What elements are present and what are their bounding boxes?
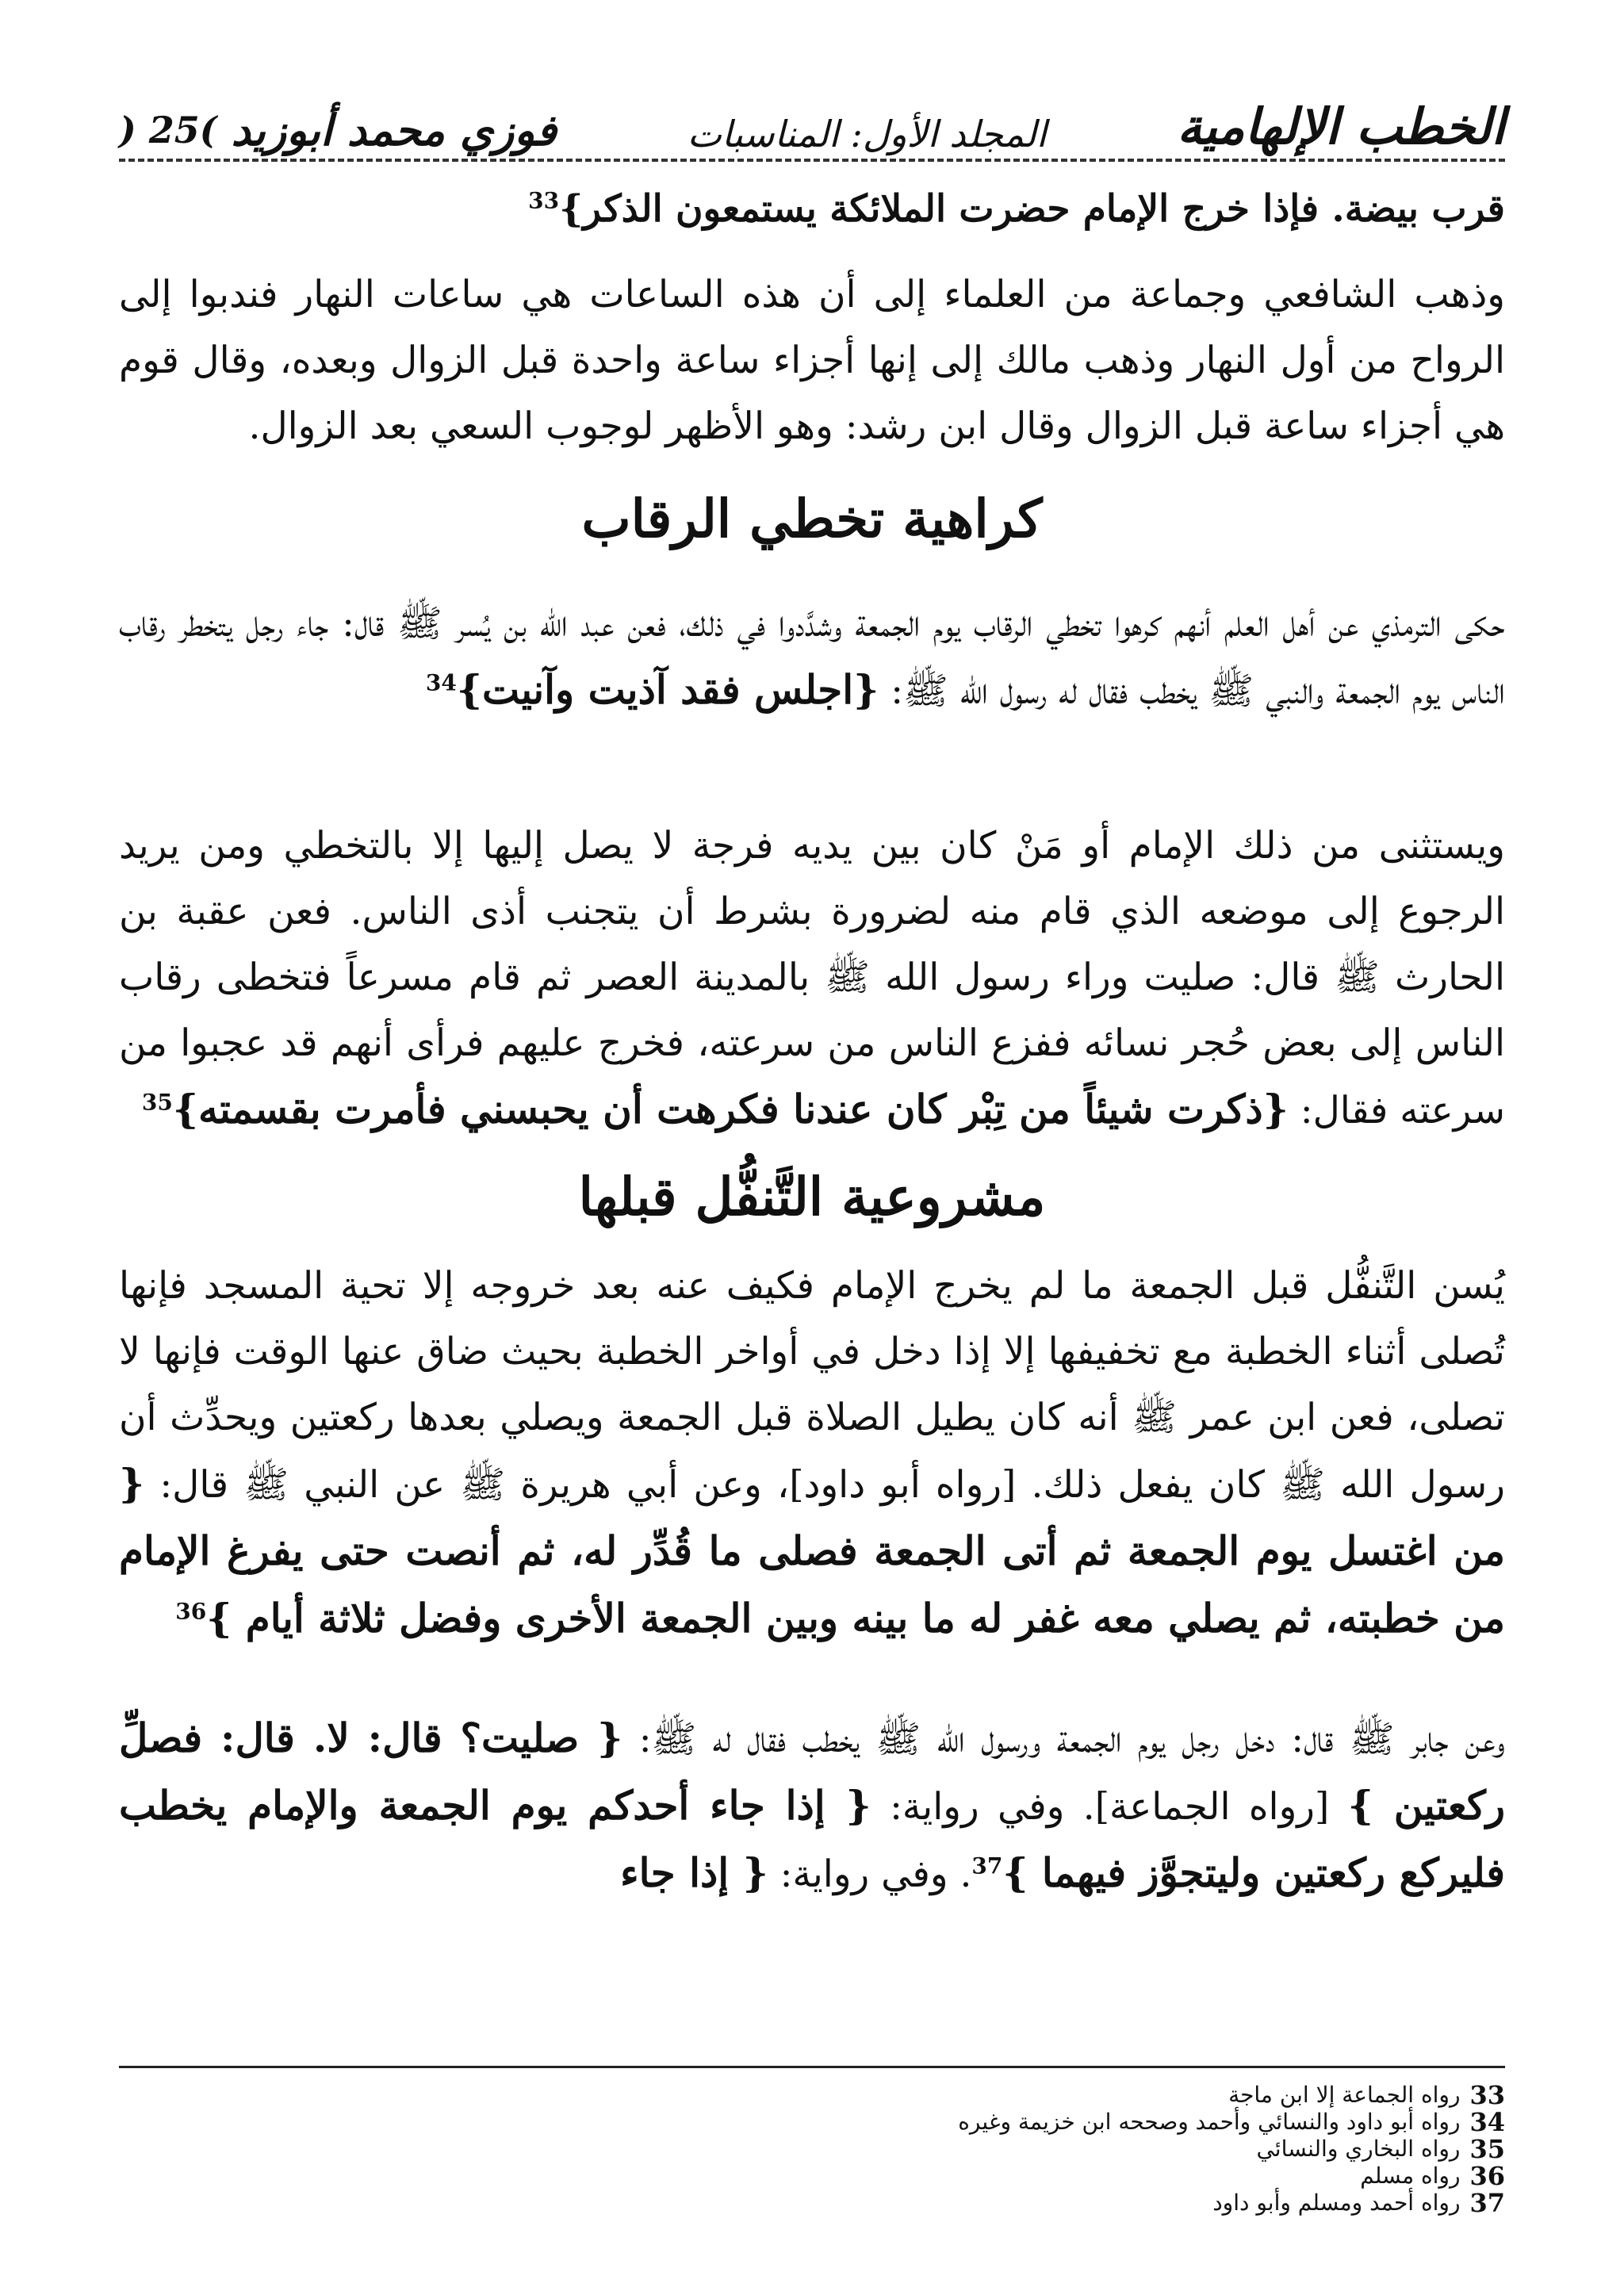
page-number-bracket: ) xyxy=(119,109,136,151)
footnote-text: رواه أبو داود والنسائي وأحمد وصححه ابن خزيمة وغيره xyxy=(958,2109,1461,2135)
footnote-text: رواه البخاري والنسائي xyxy=(1256,2136,1461,2162)
footnote-item xyxy=(119,2163,1505,2189)
paragraph-text: [رواه الجماعة]. وفي رواية: xyxy=(871,1785,1348,1829)
paragraph-text: ويستثنى من ذلك الإمام أو مَنْ كان بين يديه فرجة لا يصل إليها إلا بالتخطي ومن يريد الرجوع إلى موضعه الذي قام منه لضرورة بشرط أن يتجنب أذى الناس. فعن عقبة بن الحارث ﷺ قال: صليت وراء رسول الله ﷺ بالمدينة العصر ثم قام مسرعاً فتخطى رقاب الناس إلى بعض حُجر نسائه ففزع الناس من سرعته، فخرج عليهم فرأى أنهم قد عجبوا من سرعته فقال: xyxy=(119,824,1505,1132)
hadith-quote: {اجلس فقد آذيت وآنيت} xyxy=(456,666,879,713)
footnote-number: 33 xyxy=(1469,2080,1505,2110)
hadith-quote: {ذكرت شيئاً من تِبْر كان عندنا فكرهت أن يحبسني فأمرت بقسمته} xyxy=(172,1086,1289,1132)
section-heading-1: كراهية تخطي الرقاب xyxy=(581,488,1043,550)
page-number xyxy=(119,109,217,151)
hadith-quote: { إذا جاء أحدكم يوم الجمعة والإمام يخطب فليركع ركعتين وليتجوَّز فيهما } xyxy=(119,1782,1505,1896)
paragraph-text: حكى الترمذي عن أهل العلم أنهم كرهوا تخطي الرقاب يوم الجمعة وشدَّدوا في ذلك، فعن عبد الله بن يُسر ﷺ قال: جاء رجل يتخطر رقاب الناس يوم الجمعة والنبي ﷺ يخطب فقال له رسول الله ﷺ: xyxy=(119,602,1505,713)
paragraph-jabir xyxy=(119,1705,1505,1907)
header-divider xyxy=(119,159,1505,162)
footnote-item xyxy=(119,2136,1505,2163)
footnote-number: 37 xyxy=(1469,2188,1505,2218)
paragraph-tirmidhi xyxy=(119,591,1505,724)
footnote-ref: 36 xyxy=(175,1598,207,1625)
footnote-number: 36 xyxy=(1469,2161,1505,2191)
hadith-quote: { من اغتسل يوم الجمعة ثم أتى الجمعة فصلى ما قُدِّر له، ثم أنصت حتى يفرغ الإمام من خطبته، ثم يصلي معه غفر له ما بينه وبين الجمعة الأخرى وفضل ثلاثة أيام } xyxy=(119,1460,1505,1642)
author-and-page xyxy=(119,105,557,155)
author-name: فوزي محمد أبوزيد xyxy=(231,105,557,155)
series-title: الخطب الإلهامية xyxy=(1177,98,1505,155)
hadith-quote: { إذا جاء xyxy=(620,1849,768,1896)
paragraph-text: يُسن التَّنفُّل قبل الجمعة ما لم يخرج الإمام فكيف عنه بعد خروجه إلا تحية المسجد فإنها تُصلى أثناء الخطبة مع تخفيفها إلا إذا دخل في أواخر الخطبة بحيث ضاق عنها الوقت فإنها لا تصلى، فعن ابن عمر ﷺ أنه كان يطيل الصلاة قبل الجمعة ويصلي بعدها ركعتين ويحدِّث أن رسول الله ﷺ كان يفعل ذلك. [رواه أبو داود]، وعن أبي هريرة ﷺ عن النبي ﷺ قال: xyxy=(119,1264,1505,1507)
footnotes-list xyxy=(119,2082,1505,2216)
running-header xyxy=(119,76,1505,155)
paragraph-exception xyxy=(119,813,1505,1144)
paragraph-continuation xyxy=(119,176,1505,242)
footnote-divider xyxy=(119,2066,1505,2068)
footnote-item xyxy=(119,2082,1505,2109)
paragraph-text: قرب بيضة. فإذا خرج الإمام حضرت الملائكة يستمعون الذكر} xyxy=(559,187,1505,231)
paragraph-shafii: وذهب الشافعي وجماعة من العلماء إلى أن هذه الساعات هي ساعات النهار فندبوا إلى الرواح من أول النهار وذهب مالك إلى إنها أجزاء ساعة واحدة قبل الزوال وبعده، وقال قوم هي أجزاء ساعة قبل الزوال وقال ابن رشد: وهو الأظهر لوجوب السعي بعد الزوال. xyxy=(119,273,1505,448)
footnote-ref: 33 xyxy=(528,187,560,214)
volume-title: المجلد الأول: المناسبات xyxy=(687,113,1047,155)
paragraph-text: وعن جابر ﷺ قال: دخل رجل يوم الجمعة ورسول الله ﷺ يخطب فقال له ﷺ: xyxy=(622,1718,1506,1761)
hadith-quote: { صليت؟ قال: لا. قال: فصلِّ ركعتين } xyxy=(119,1714,1505,1829)
paragraph-text: . وفي رواية: xyxy=(768,1852,972,1896)
footnote-ref: 37 xyxy=(971,1852,1003,1879)
footnote-number: 34 xyxy=(1469,2107,1505,2137)
footnote-item xyxy=(119,2109,1505,2136)
footnote-ref: 34 xyxy=(425,669,457,696)
footnote-number: 35 xyxy=(1469,2134,1505,2164)
footnote-ref: 35 xyxy=(141,1089,173,1116)
footnote-item xyxy=(119,2189,1505,2216)
footnote-text: رواه الجماعة إلا ابن ماجة xyxy=(1228,2082,1461,2108)
footnote-text: رواه مسلم xyxy=(1360,2163,1461,2189)
footnote-text: رواه أحمد ومسلم وأبو داود xyxy=(1212,2189,1461,2216)
page-number-value: 25( xyxy=(148,109,217,151)
paragraph-nafl xyxy=(119,1253,1505,1653)
section-heading-2: مشروعية التَّنفُّل قبلها xyxy=(578,1166,1046,1228)
